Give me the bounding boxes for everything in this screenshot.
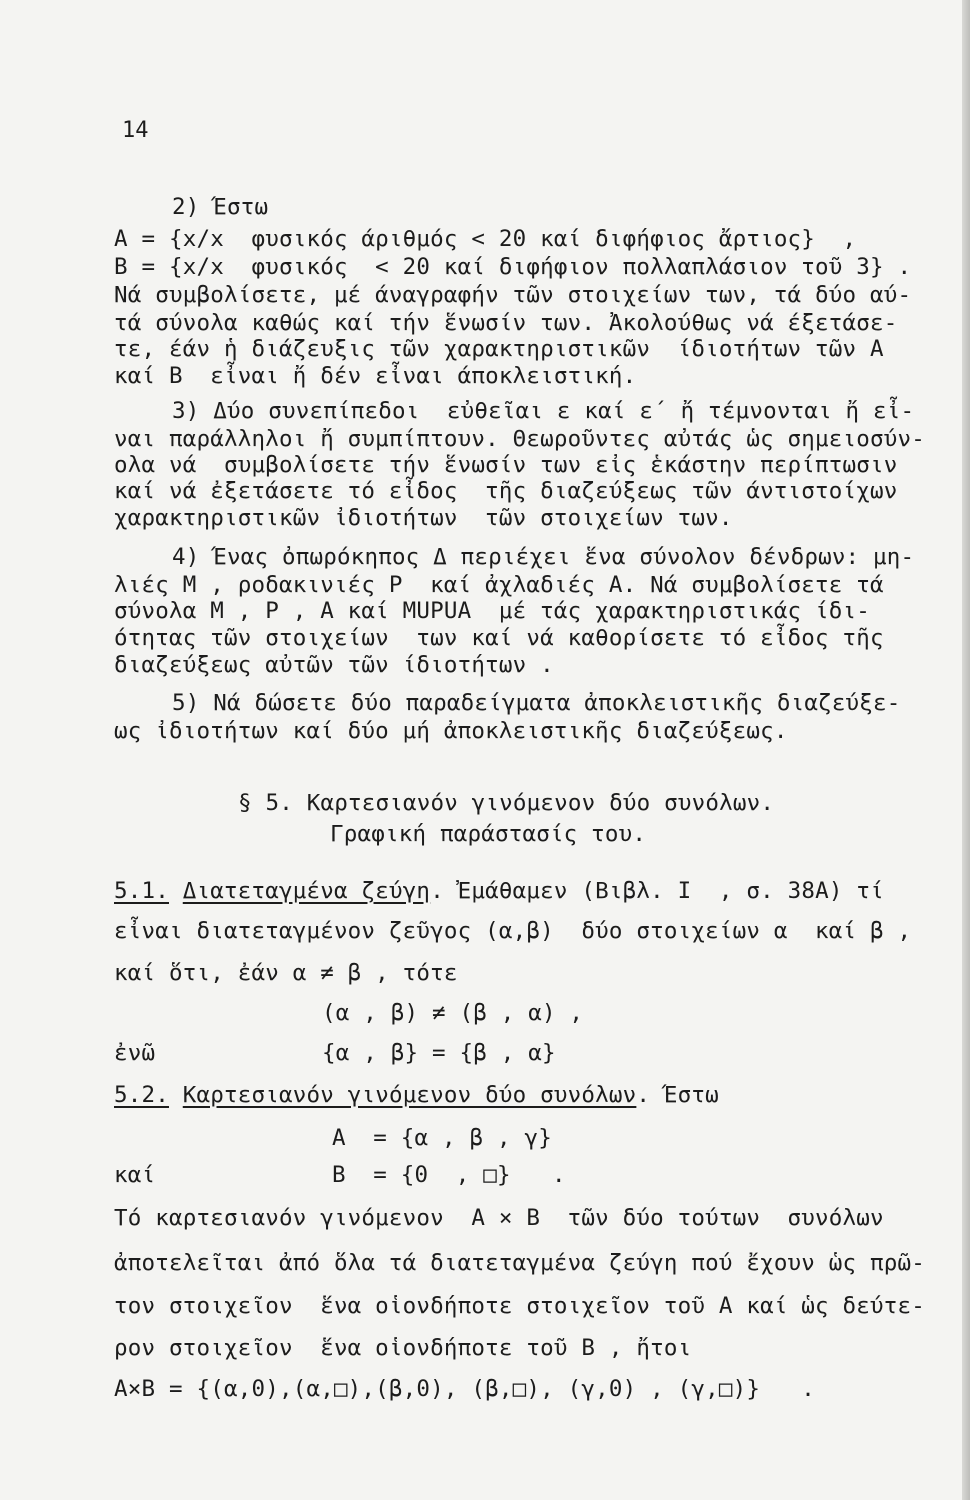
ex4-line: 4) Ένας ὀπωρόκηπος Δ περιέχει ἕνα σύνολον δένδρων: μη- xyxy=(172,544,915,570)
subsection-5-2-heading xyxy=(114,1082,719,1108)
ex5-line: ως ἰδιοτήτων καί δύο μή ἀποκλειστικῆς διαζεύξεως. xyxy=(114,718,788,744)
ex2-line: 2) Έστω xyxy=(172,194,269,220)
set-definition: B = {0 , □} . xyxy=(332,1162,566,1188)
ex2-line: τε, έάν ἡ διάζευξις τῶν χαρακτηριστικῶν ίδιοτήτων τῶν A xyxy=(114,336,884,362)
equation: (α , β) ≠ (β , α) , xyxy=(322,1000,584,1026)
ex2-line: καί B εἶναι ἤ δέν εἶναι άποκλειστική. xyxy=(114,363,637,389)
scan-edge-shadow xyxy=(962,0,970,1500)
subsection-5-1-heading xyxy=(114,878,884,904)
body-line: τον στοιχεῖον ἕνα οἱονδήποτε στοιχεῖον τοῦ A καί ὡς δεύτε- xyxy=(114,1293,926,1319)
ex3-line: ναι παράλληλοι ἤ συμπίπτουν. Θεωροῦντες αὐτάς ὡς σημειοσύν- xyxy=(114,426,926,452)
body-line: ἀποτελεῖται ἀπό ὅλα τά διατεταγμένα ζεύγη πού ἔχουν ὡς πρῶ- xyxy=(114,1250,926,1276)
equation: {α , β} = {β , α} xyxy=(322,1040,556,1066)
ex3-line: ολα νά συμβολίσετε τήν ἕνωσίν των εἰς ἑκάστην περίπτωσιν xyxy=(114,452,898,478)
page-number: 14 xyxy=(122,118,149,143)
ex3-line: χαρακτηριστικῶν ἰδιοτήτων τῶν στοιχείων των. xyxy=(114,505,733,531)
product-equation: A×B = {(α,0),(α,□),(β,0), (β,□), (γ,0) , (γ,□)} . xyxy=(114,1376,816,1402)
ex2-line: A = {x/x φυσικός άριθμός < 20 καί διφήφιος ἄρτιος} , xyxy=(114,226,857,252)
set-definition: A = {α , β , γ} xyxy=(332,1125,552,1151)
body-line: εἶναι διατεταγμένον ζεῦγος (α,β) δύο στοιχείων α καί β , xyxy=(114,918,912,944)
ex2-line: B = {x/x φυσικός < 20 καί διφήφιον πολλαπλάσιον τοῦ 3} . xyxy=(114,254,912,280)
ex4-line: διαζεύξεως αὐτῶν τῶν ίδιοτήτων . xyxy=(114,652,554,678)
body-line: Τό καρτεσιανόν γινόμενον A × B τῶν δύο τούτων συνόλων xyxy=(114,1205,884,1231)
ex5-line: 5) Νά δώσετε δύο παραδείγματα ἀποκλειστικῆς διαζεύξε- xyxy=(172,690,901,716)
body-line: καί ὅτι, ἐάν α ≠ β , τότε xyxy=(114,960,458,986)
subsection-number: 5.1. xyxy=(114,878,169,904)
ex4-line: ότητας τῶν στοιχείων των καί νά καθορίσετε τό εἶδος τῆς xyxy=(114,625,884,651)
section-title: § 5. Καρτεσιανόν γινόμενον δύο συνόλων. xyxy=(238,790,775,816)
equation-label: ἐνῶ xyxy=(114,1040,156,1066)
ex3-line: καί νά ἐξετάσετε τό εἶδος τῆς διαζεύξεως τῶν άντιστοίχων xyxy=(114,478,898,504)
ex4-line: λιές M , ροδακινιές P καί ἀχλαδιές A. Νά συμβολίσετε τά xyxy=(114,572,884,598)
section-subtitle: Γραφική παράστασίς του. xyxy=(330,821,647,847)
ex4-line: σύνολα M , P , A καί MUPUA μέ τάς χαρακτηριστικάς ίδι- xyxy=(114,598,871,624)
body-line: ρον στοιχεῖον ἕνα οἱονδήποτε τοῦ B , ἤτοι xyxy=(114,1335,692,1361)
subsection-title: Διατεταγμένα ζεύγη xyxy=(182,878,431,904)
ex3-line: 3) Δύο συνεπίπεδοι εὐθεῖαι ε καί ε΄ ἤ τέμνονται ἤ εἶ- xyxy=(172,398,915,424)
subsection-number: 5.2. xyxy=(114,1082,169,1108)
subsection-title: Καρτεσιανόν γινόμενον δύο συνόλων xyxy=(182,1082,637,1108)
subsection-text: . Ἐμάθαμεν (Βιβλ. I , σ. 38A) τί xyxy=(430,878,884,904)
ex2-line: Νά συμβολίσετε, μέ άναγραφήν τῶν στοιχείων των, τά δύο αύ- xyxy=(114,282,912,308)
ex2-line: τά σύνολα καθώς καί τήν ἕνωσίν των. Ἀκολούθως νά έξετάσε- xyxy=(114,310,898,336)
subsection-text: . Έστω xyxy=(636,1082,719,1108)
set-label: καί xyxy=(114,1162,156,1188)
